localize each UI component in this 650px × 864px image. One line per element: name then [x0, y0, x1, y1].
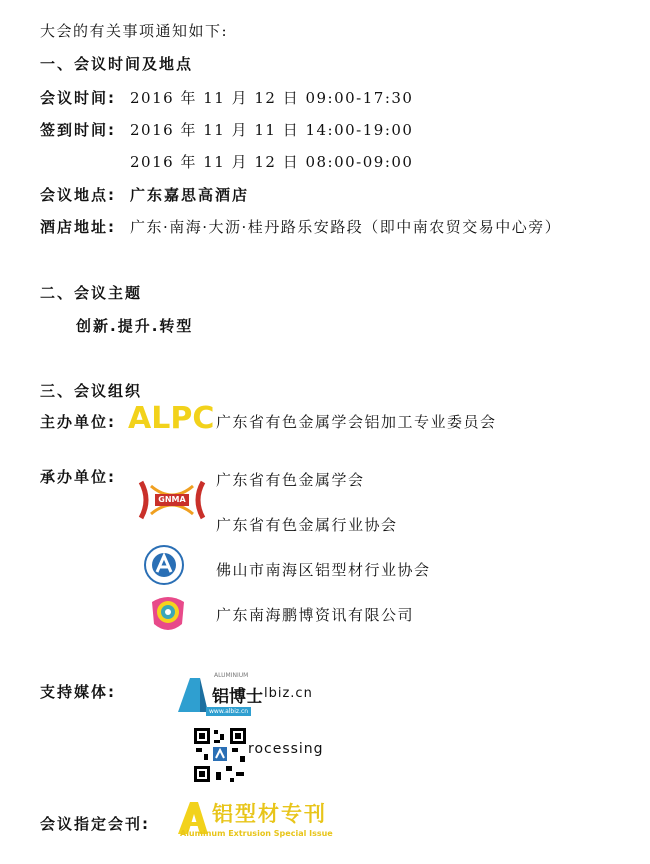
section1-heading: 一、会议时间及地点	[40, 55, 194, 73]
media-label: 支持媒体:	[40, 683, 116, 701]
albiz-url-text: www.albiz.cn	[206, 707, 251, 716]
processing-text: rocessing	[248, 741, 324, 757]
checkin-value-2: 2016 年 11 月 12 日 08:00-09:00	[130, 153, 414, 171]
address-value: 广东·南海·大沥·桂丹路乐安路段（即中南农贸交易中心旁）	[130, 218, 562, 236]
albiz-domain-text: lbiz.cn	[264, 686, 313, 701]
host-label: 主办单位:	[40, 413, 116, 431]
qr-code	[192, 726, 248, 784]
journal-title-cn: 铝型材专刊	[212, 801, 327, 826]
org4: 广东南海鹏博资讯有限公司	[216, 606, 415, 624]
intro-text: 大会的有关事项通知如下:	[40, 22, 229, 40]
pengbo-logo	[148, 594, 188, 634]
host-value: 广东省有色金属学会铝加工专业委员会	[216, 413, 497, 431]
org3: 佛山市南海区铝型材行业协会	[216, 561, 431, 579]
association-logo	[144, 545, 184, 585]
address-label: 酒店地址:	[40, 218, 116, 236]
journal-title-en: Aluminum Extrusion Special Issue	[180, 829, 333, 838]
org2: 广东省有色金属行业协会	[216, 516, 398, 534]
albiz-logo	[176, 672, 328, 720]
gnma-logo	[137, 478, 207, 522]
albiz-cn-text: 铝博士	[212, 687, 263, 707]
alpc-logo: ALPC	[128, 401, 215, 436]
theme-text: 创新.提升.转型	[76, 317, 194, 335]
venue-value: 广东嘉思高酒店	[130, 186, 250, 204]
checkin-label: 签到时间:	[40, 121, 116, 139]
org1: 广东省有色金属学会	[216, 471, 365, 489]
checkin-value-1: 2016 年 11 月 11 日 14:00-19:00	[130, 121, 414, 139]
meeting-time-value: 2016 年 11 月 12 日 09:00-17:30	[130, 89, 414, 107]
section3-heading: 三、会议组织	[40, 382, 143, 400]
gnma-logo-text: GNMA	[158, 495, 186, 504]
meeting-time-label: 会议时间:	[40, 89, 116, 107]
section2-heading: 二、会议主题	[40, 284, 143, 302]
journal-label: 会议指定会刊:	[40, 815, 150, 833]
venue-label: 会议地点:	[40, 186, 116, 204]
organizer-label: 承办单位:	[40, 468, 116, 486]
journal-logo	[176, 798, 356, 842]
albiz-small-text: ALUMINIUM	[214, 672, 249, 679]
